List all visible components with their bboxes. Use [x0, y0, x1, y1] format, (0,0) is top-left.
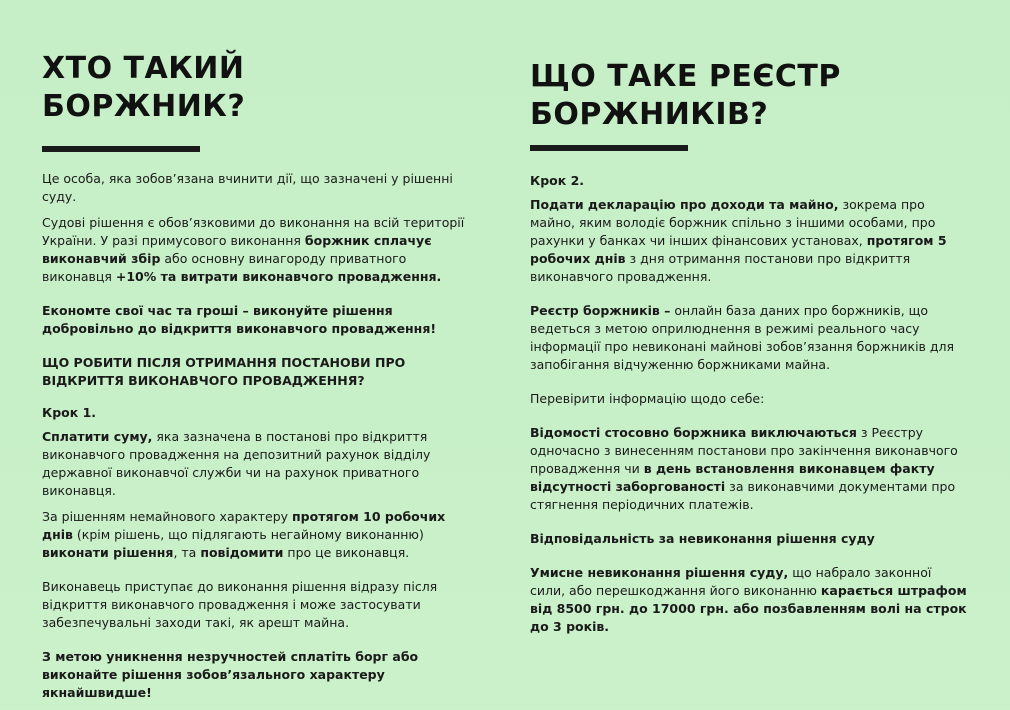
paragraph-penalty: Умисне невиконання рішення суду, що набрало законної сили, або перешкоджання його виконанню карається штрафом від 8500 грн. до 17000 грн. або позбавленням волі на строк до 3 років. — [530, 565, 967, 634]
right-body — [530, 172, 968, 644]
paragraph-court-decisions: Судові рішення є обов’язковими до виконання на всій території України. У разі примусового виконання боржник сплачує виконавчий збір або основну винагороду приватного виконавця +10% та витрати виконавчого провадження. — [42, 215, 465, 284]
left-title-underline — [42, 146, 200, 152]
right-title: ЩО ТАКЕ РЕЄСТР БОРЖНИКІВ? — [530, 59, 841, 132]
paragraph-non-property: За рішенням немайнового характеру протягом 10 робочих днів (крім рішень, що підлягають негайному виконанню) виконати рішення, та повідомити про це виконавця. — [42, 509, 446, 560]
paragraph-pay-sum: Сплатити суму, яка зазначена в постанові про відкриття виконавчого провадження на депозитний рахунок відділу державної виконавчої служби чи на рахунок приватного виконавця. — [42, 429, 431, 498]
step-1-label: Крок 1. — [42, 405, 97, 420]
paragraph-executor-starts: Виконавець приступає до виконання рішення відразу після відкриття виконавчого провадження і може застосувати забезпечувальні заходи такі, як арешт майна. — [42, 579, 438, 630]
paragraph-pay-quickly: З метою уникнення незручностей сплатіть борг або виконайте рішення зобов’язального характеру якнайшвидше! — [42, 649, 419, 700]
heading-responsibility: Відповідальність за невиконання рішення суду — [530, 531, 875, 546]
left-title: ХТО ТАКИЙ БОРЖНИК? — [42, 51, 246, 124]
paragraph-check-info: Перевірити інформацію щодо себе: — [530, 391, 765, 406]
left-body — [42, 170, 467, 710]
paragraph-save-time: Економте свої час та гроші – виконуйте рішення добровільно до відкриття виконавчого провадження! — [42, 303, 437, 336]
paragraph-debtor-definition: Це особа, яка зобов’язана вчинити дії, що зазначені у рішенні суду. — [42, 171, 453, 204]
paragraph-declaration: Подати декларацію про доходи та майно, зокрема про майно, яким володіє боржник спільно з іншими особами, про рахунки у банках чи інших фінансових установах, протягом 5 робочих днів з дня отримання постанови про відкриття виконавчого провадження. — [530, 197, 947, 284]
paragraph-excluded: Відомості стосовно боржника виключаються з Реєстру одночасно з винесенням постанови про закінчення виконавчого провадження чи в день встановлення виконавцем факту відсутності заборгованості за виконавчими документами про стягнення періодичних платежів. — [530, 425, 958, 512]
paragraph-registry-definition: Реєстр боржників – онлайн база даних про боржників, що ведеться з метою оприлюднення в режимі реального часу інформації про невиконані майнові зобов’язання боржників для запобігання відчуженню боржниками майна. — [530, 303, 955, 372]
step-2-label: Крок 2. — [530, 173, 585, 188]
right-title-underline — [530, 145, 688, 151]
heading-what-to-do: ЩО РОБИТИ ПІСЛЯ ОТРИМАННЯ ПОСТАНОВИ ПРО ВІДКРИТТЯ ВИКОНАВЧОГО ПРОВАДЖЕННЯ? — [42, 355, 406, 388]
